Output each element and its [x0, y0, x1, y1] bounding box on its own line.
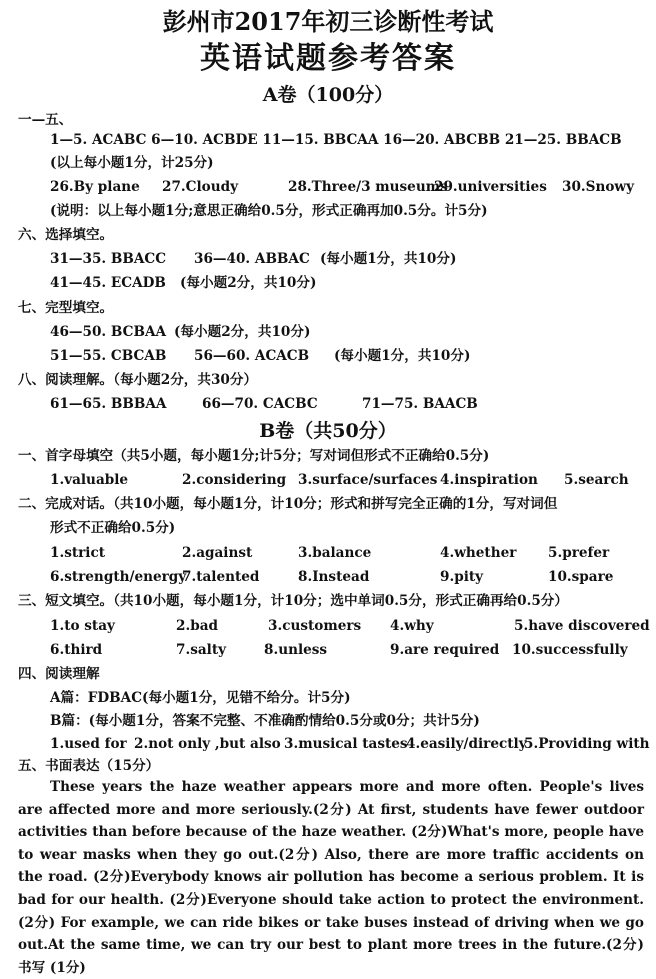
section-6-answers-a: 31—35. BBACC [50, 251, 167, 267]
section-6-heading: 六、选择填空。 [18, 227, 114, 243]
essay-text: These years the haze weather appears more and more often. People's lives are affected more and more seriously.(2分) At first, students have fewer outdoor activities than before because of the haze weather. (2分)What's more, people have to wear masks when they go out.(2分) Also, there are more traffic accidents on the road. (2分)Everybody knows air pollution has become a serious problem. It is bad for our health. (2分)Everyone should take action to protect the environment. (2分) For example, we can ride bikes or take buses instead of driving when we go out.At the same time, we can try our best to plant more trees in the future.(2分) 书写 (1分) [18, 779, 644, 976]
section-1-5-answers: 1—5. ACABC 6—10. ACBDE 11—15. BBCAA 16—20. ABCBB 21—25. BBACB [50, 132, 622, 148]
section-8-answers-a: 61—65. BBBAA [50, 396, 167, 412]
b-q4-passage-a: A篇：FDBAC(每小题1分，见错不给分。计5分) [50, 690, 351, 706]
b-q4-b-answer-3: 3.musical tastes [284, 736, 408, 752]
b-q4-b-answer-2: 2.not only ,but also [134, 736, 281, 752]
b-q4-passage-b: B篇：(每小题1分，答案不完整、不准确酌情给0.5分或0分；共计5分) [50, 713, 480, 729]
b-q3-answer-3: 3.customers [268, 618, 362, 634]
answer-29: 29.universities [434, 179, 547, 195]
section-7-heading: 七、完型填空。 [18, 300, 114, 316]
answer-30: 30.Snowy [562, 179, 635, 195]
section-6-answers-c: 41—45. ECADB [50, 275, 166, 291]
b-q2-answer-8: 8.Instead [298, 569, 370, 585]
b-q2-answer-3: 3.balance [298, 545, 372, 561]
b-q1-answer-1: 1.valuable [50, 472, 129, 488]
section-8-heading: 八、阅读理解。（每小题2分，共30分） [18, 372, 258, 388]
b-q3-answer-6: 6.third [50, 642, 103, 658]
section-7-score-b: (每小题1分，共10分) [334, 348, 471, 364]
b-q2-answer-4: 4.whether [440, 545, 517, 561]
b-q3-answer-7: 7.salty [176, 642, 226, 658]
answer-27: 27.Cloudy [162, 179, 238, 195]
b-q3-answer-1: 1.to stay [50, 618, 115, 634]
b-q1-heading: 一、首字母填空（共5小题，每小题1分;计5分；写对词但形式不正确给0.5分) [18, 448, 490, 464]
section-6-score-b: (每小题2分，共10分) [180, 275, 317, 291]
b-q3-answer-5: 5.have discovered [514, 618, 650, 634]
b-q2-answer-1: 1.strict [50, 545, 106, 561]
b-q2-heading: 二、完成对话。（共10小题，每小题1分，计10分；形式和拼写完全正确的1分，写对词但 [18, 496, 558, 512]
b-q2-answer-6: 6.strength/energy [50, 569, 187, 585]
b-q1-answer-3: 3.surface/surfaces [298, 472, 438, 488]
document-title: 彭州市2017年初三诊断性考试 [162, 7, 494, 36]
b-q2-answer-10: 10.spare [548, 569, 614, 585]
section-1-5-note2: (说明：以上每小题1分;意思正确给0.5分，形式正确再加0.5分。计5分) [50, 203, 488, 219]
b-q2-answer-7: 7.talented [182, 569, 260, 585]
section-6-score-a: (每小题1分，共10分) [320, 251, 457, 267]
section-1-5-heading: 一—五、 [18, 112, 73, 128]
answer-28: 28.Three/3 museums [288, 179, 448, 195]
volume-a-title: A卷（100分） [262, 84, 394, 106]
b-q1-answer-4: 4.inspiration [440, 472, 538, 488]
section-1-5-note: (以上每小题1分，计25分) [50, 155, 214, 171]
b-q1-answer-5: 5.search [564, 472, 629, 488]
b-q3-answer-8: 8.unless [264, 642, 328, 658]
volume-b-title: B卷（共50分） [259, 420, 397, 442]
b-q3-answer-9: 9.are required [390, 642, 500, 658]
b-q2-answer-9: 9.pity [440, 569, 484, 585]
section-6-answers-b: 36—40. ABBAC [194, 251, 310, 267]
b-q3-answer-2: 2.bad [176, 618, 219, 634]
b-q4-heading: 四、阅读理解 [18, 666, 100, 682]
b-q2-answer-5: 5.prefer [548, 545, 610, 561]
b-q1-answer-2: 2.considering [182, 472, 287, 488]
b-q5-heading: 五、书面表达（15分） [18, 758, 160, 774]
b-q4-b-answer-1: 1.used for [50, 736, 127, 752]
answer-26: 26.By plane [50, 179, 140, 195]
b-q4-b-answer-4: 4.easily/directly [406, 736, 527, 752]
b-q3-answer-10: 10.successfully [512, 642, 628, 658]
section-7-answers-c: 56—60. ACACB [194, 348, 310, 364]
section-7-score-a: (每小题2分，共10分) [174, 324, 311, 340]
section-8-answers-c: 71—75. BAACB [362, 396, 478, 412]
section-8-answers-b: 66—70. CACBC [202, 396, 318, 412]
b-q3-answer-4: 4.why [390, 618, 434, 634]
b-q4-b-answer-5: 5.Providing with [524, 736, 650, 752]
b-q3-heading: 三、短文填空。（共10小题，每小题1分，计10分；选中单词0.5分，形式正确再给0.5分） [18, 593, 568, 609]
sample-essay [18, 776, 644, 979]
b-q2-answer-2: 2.against [182, 545, 253, 561]
section-7-answers-b: 51—55. CBCAB [50, 348, 167, 364]
section-7-answers-a: 46—50. BCBAA [50, 324, 167, 340]
b-q2-heading-cont: 形式不正确给0.5分) [50, 520, 176, 536]
document-subtitle: 英语试题参考答案 [200, 41, 456, 76]
